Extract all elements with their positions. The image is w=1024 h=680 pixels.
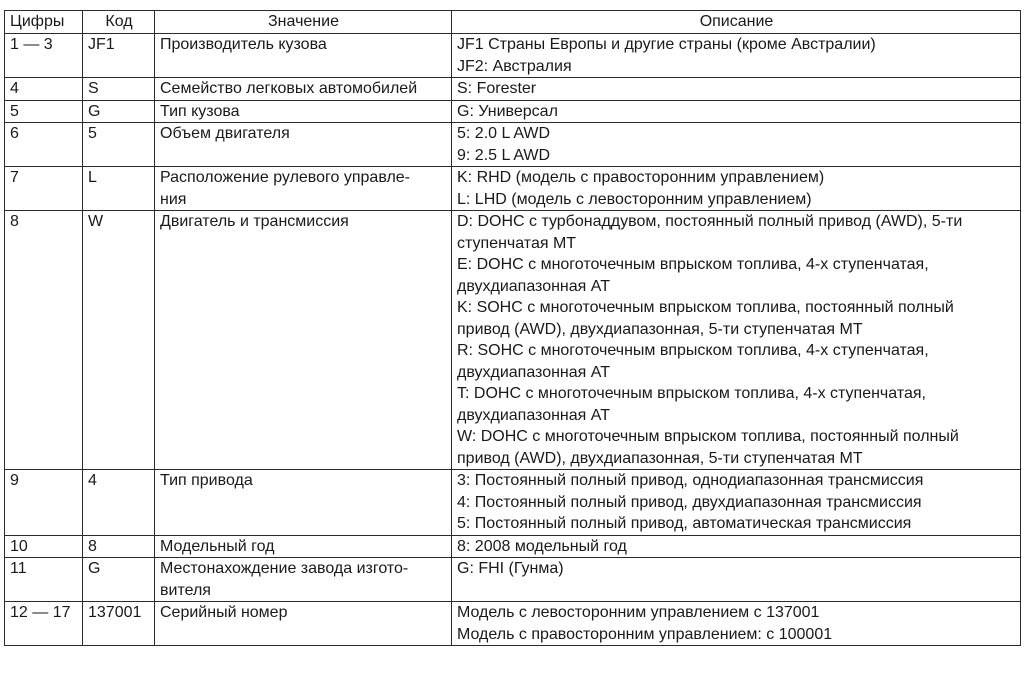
description-line: привод (AWD), двухдиапазонная, 5-ти ступенчатая МТ (457, 320, 863, 338)
meaning-line: Тип кузова (160, 102, 240, 120)
table-header-row (5, 11, 1021, 34)
cell-digits: 10 (5, 535, 83, 558)
cell-meaning (155, 470, 452, 536)
meaning-line: ния (160, 190, 187, 208)
description-line: двухдиапазонная АТ (457, 277, 610, 295)
description-line: двухдиапазонная АТ (457, 363, 610, 381)
table-row (5, 100, 1021, 123)
cell-code: 5 (83, 123, 155, 167)
description-line: 9: 2.5 L AWD (457, 146, 551, 164)
cell-meaning (155, 34, 452, 78)
description-line: T: DOHC с многоточечным впрыском топлива, 4-х ступенчатая, (457, 385, 926, 402)
description-line: E: DOHC с многоточечным впрыском топлива, 4-х ступенчатая, (457, 256, 929, 273)
cell-digits: 8 (5, 211, 83, 470)
cell-code: 137001 (83, 602, 155, 646)
description-line: G: FHI (Гунма) (457, 560, 564, 577)
cell-meaning (155, 535, 452, 558)
table-row (5, 34, 1021, 78)
cell-digits: 9 (5, 470, 83, 536)
description-line: 5: 2.0 L AWD (457, 125, 551, 142)
cell-description (452, 123, 1021, 167)
cell-digits: 4 (5, 78, 83, 101)
cell-meaning (155, 558, 452, 602)
cell-code: G (83, 100, 155, 123)
cell-meaning (155, 602, 452, 646)
description-line: Модель с правосторонним управлением: с 100001 (457, 625, 833, 643)
cell-meaning (155, 78, 452, 101)
cell-code: L (83, 167, 155, 211)
description-line: R: SOHC с многоточечным впрыском топлива, 4-х ступенчатая, (457, 342, 929, 359)
cell-digits: 1 — 3 (5, 34, 83, 78)
cell-digits: 5 (5, 100, 83, 123)
cell-description (452, 78, 1021, 101)
header-description: Описание (452, 11, 1021, 34)
cell-digits: 7 (5, 167, 83, 211)
header-digits: Цифры (5, 11, 83, 34)
meaning-line: Местонахождение завода изгото- (160, 560, 409, 577)
cell-description (452, 211, 1021, 470)
cell-description (452, 558, 1021, 602)
cell-code: G (83, 558, 155, 602)
meaning-line: Двигатель и трансмиссия (160, 213, 349, 230)
table-body (5, 34, 1021, 646)
description-line: L: LHD (модель с левосторонним управлением) (457, 190, 812, 208)
meaning-line: Серийный номер (160, 604, 288, 621)
cell-description (452, 535, 1021, 558)
cell-meaning (155, 100, 452, 123)
table-row (5, 558, 1021, 602)
table-row (5, 123, 1021, 167)
cell-code: JF1 (83, 34, 155, 78)
vin-decoding-table (4, 10, 1021, 646)
description-line: двухдиапазонная АТ (457, 406, 610, 424)
meaning-line: Модельный год (160, 537, 275, 555)
description-line: привод (AWD), двухдиапазонная, 5-ти ступенчатая МТ (457, 449, 863, 467)
cell-description (452, 100, 1021, 123)
description-line: W: DOHC с многоточечным впрыском топлива, постоянный полный (457, 428, 959, 445)
description-line: K: SOHC с многоточечным впрыском топлива, постоянный полный (457, 299, 954, 316)
description-line: ступенчатая МТ (457, 234, 577, 252)
cell-meaning (155, 123, 452, 167)
header-code: Код (83, 11, 155, 34)
table-row (5, 470, 1021, 536)
cell-description (452, 470, 1021, 536)
description-line: G: Универсал (457, 102, 558, 120)
cell-digits: 11 (5, 558, 83, 602)
description-line: 3: Постоянный полный привод, однодиапазонная трансмиссия (457, 472, 924, 489)
cell-meaning (155, 167, 452, 211)
table-row (5, 78, 1021, 101)
description-line: 8: 2008 модельный год (457, 537, 627, 555)
table-row (5, 167, 1021, 211)
description-line: 4: Постоянный полный привод, двухдиапазонная трансмиссия (457, 493, 922, 511)
table-row (5, 535, 1021, 558)
meaning-line: Объем двигателя (160, 125, 290, 142)
header-meaning: Значение (155, 11, 452, 34)
table-row (5, 211, 1021, 470)
description-line: K: RHD (модель с правосторонним управлением) (457, 169, 825, 186)
cell-code: 4 (83, 470, 155, 536)
description-line: 5: Постоянный полный привод, автоматическая трансмиссия (457, 515, 912, 532)
description-line: JF1 Страны Европы и другие страны (кроме Австралии) (457, 36, 876, 53)
description-line: JF2: Австралия (457, 57, 572, 75)
cell-code: 8 (83, 535, 155, 558)
description-line: S: Forester (457, 80, 537, 97)
meaning-line: Семейство легковых автомобилей (160, 80, 418, 97)
meaning-line: Производитель кузова (160, 36, 327, 53)
cell-digits: 12 — 17 (5, 602, 83, 646)
cell-description (452, 167, 1021, 211)
meaning-line: вителя (160, 581, 211, 599)
description-line: D: DOHC с турбонаддувом, постоянный полный привод (AWD), 5-ти (457, 213, 963, 230)
meaning-line: Расположение рулевого управле- (160, 169, 411, 186)
cell-digits: 6 (5, 123, 83, 167)
meaning-line: Тип привода (160, 472, 253, 489)
table-row (5, 602, 1021, 646)
cell-code: W (83, 211, 155, 470)
description-line: Модель с левосторонним управлением с 137001 (457, 604, 820, 621)
cell-description (452, 34, 1021, 78)
cell-description (452, 602, 1021, 646)
cell-code: S (83, 78, 155, 101)
cell-meaning (155, 211, 452, 470)
